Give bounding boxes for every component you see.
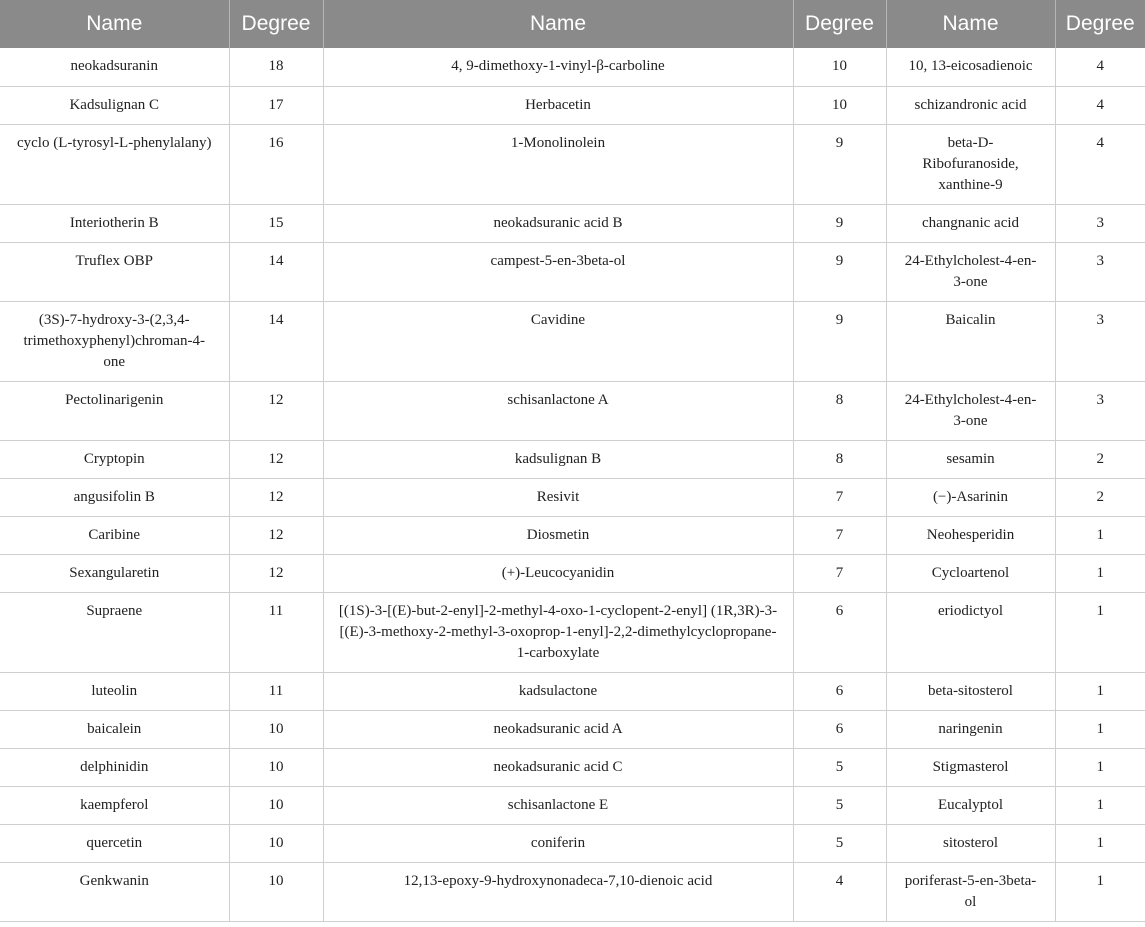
table-row (0, 124, 1145, 204)
cell-name-1: angusifolin B (0, 478, 229, 516)
cell-name-1: cyclo (L-tyrosyl-L-phenylalany) (0, 124, 229, 204)
column-header-degree-2: Degree (793, 0, 886, 48)
cell-degree-2: 6 (793, 592, 886, 672)
cell-degree-3: 1 (1055, 786, 1145, 824)
cell-name-1: Kadsulignan C (0, 86, 229, 124)
cell-degree-1: 14 (229, 301, 323, 381)
cell-degree-3: 3 (1055, 381, 1145, 440)
cell-name-3: sesamin (886, 440, 1055, 478)
table-row (0, 381, 1145, 440)
cell-degree-2: 6 (793, 710, 886, 748)
table-row (0, 786, 1145, 824)
column-header-degree-1: Degree (229, 0, 323, 48)
table-row (0, 672, 1145, 710)
cell-name-2: schisanlactone E (323, 786, 793, 824)
cell-degree-3: 4 (1055, 48, 1145, 86)
cell-degree-2: 9 (793, 242, 886, 301)
cell-degree-1: 12 (229, 554, 323, 592)
cell-degree-2: 5 (793, 748, 886, 786)
table-row (0, 516, 1145, 554)
cell-degree-2: 6 (793, 672, 886, 710)
cell-name-2: (+)-Leucocyanidin (323, 554, 793, 592)
cell-degree-3: 1 (1055, 554, 1145, 592)
cell-name-3: poriferast-5-en-3beta-ol (886, 862, 1055, 921)
cell-degree-3: 1 (1055, 516, 1145, 554)
table-row (0, 478, 1145, 516)
table-row (0, 48, 1145, 86)
cell-name-2: neokadsuranic acid A (323, 710, 793, 748)
cell-degree-2: 9 (793, 301, 886, 381)
table-row (0, 554, 1145, 592)
cell-degree-3: 2 (1055, 478, 1145, 516)
cell-name-1: luteolin (0, 672, 229, 710)
cell-degree-3: 3 (1055, 242, 1145, 301)
cell-name-1: Caribine (0, 516, 229, 554)
cell-name-3: 24-Ethylcholest-4-en-3-one (886, 242, 1055, 301)
cell-name-2: [(1S)-3-[(E)-but-2-enyl]-2-methyl-4-oxo-1-cyclopent-2-enyl] (1R,3R)-3-[(E)-3-methoxy-2-methyl-3-oxoprop-1-enyl]-2,2-dimethylcyclopropane-1-carboxylate (323, 592, 793, 672)
table-row (0, 592, 1145, 672)
cell-degree-1: 14 (229, 242, 323, 301)
header-row (0, 0, 1145, 48)
table-body (0, 48, 1145, 921)
table-row (0, 710, 1145, 748)
cell-name-2: kadsulignan B (323, 440, 793, 478)
cell-degree-1: 12 (229, 516, 323, 554)
table-header (0, 0, 1145, 48)
column-header-degree-3: Degree (1055, 0, 1145, 48)
cell-degree-1: 18 (229, 48, 323, 86)
cell-degree-2: 7 (793, 516, 886, 554)
cell-name-2: Diosmetin (323, 516, 793, 554)
cell-degree-1: 15 (229, 204, 323, 242)
cell-name-3: Eucalyptol (886, 786, 1055, 824)
cell-name-1: Sexangularetin (0, 554, 229, 592)
cell-name-1: neokadsuranin (0, 48, 229, 86)
cell-degree-1: 16 (229, 124, 323, 204)
cell-degree-2: 8 (793, 440, 886, 478)
cell-degree-1: 11 (229, 672, 323, 710)
cell-name-2: neokadsuranic acid B (323, 204, 793, 242)
cell-degree-1: 10 (229, 710, 323, 748)
cell-degree-1: 10 (229, 748, 323, 786)
cell-name-1: delphinidin (0, 748, 229, 786)
cell-name-3: 10, 13-eicosadienoic (886, 48, 1055, 86)
cell-degree-1: 17 (229, 86, 323, 124)
cell-degree-3: 1 (1055, 824, 1145, 862)
cell-name-3: beta-D-Ribofuranoside, xanthine-9 (886, 124, 1055, 204)
cell-name-2: Cavidine (323, 301, 793, 381)
table-row (0, 204, 1145, 242)
cell-name-3: Stigmasterol (886, 748, 1055, 786)
cell-name-2: coniferin (323, 824, 793, 862)
cell-name-3: naringenin (886, 710, 1055, 748)
cell-degree-2: 4 (793, 862, 886, 921)
cell-name-1: Genkwanin (0, 862, 229, 921)
cell-name-1: Truflex OBP (0, 242, 229, 301)
cell-name-1: quercetin (0, 824, 229, 862)
cell-name-2: neokadsuranic acid C (323, 748, 793, 786)
cell-degree-3: 1 (1055, 592, 1145, 672)
cell-degree-3: 4 (1055, 124, 1145, 204)
cell-name-1: (3S)-7-hydroxy-3-(2,3,4-trimethoxyphenyl)chroman-4-one (0, 301, 229, 381)
cell-degree-3: 2 (1055, 440, 1145, 478)
table-row (0, 748, 1145, 786)
cell-name-2: 12,13-epoxy-9-hydroxynonadeca-7,10-dienoic acid (323, 862, 793, 921)
cell-name-3: changnanic acid (886, 204, 1055, 242)
cell-degree-2: 9 (793, 204, 886, 242)
cell-name-3: 24-Ethylcholest-4-en-3-one (886, 381, 1055, 440)
cell-name-3: (−)-Asarinin (886, 478, 1055, 516)
cell-degree-2: 5 (793, 786, 886, 824)
table-row (0, 301, 1145, 381)
cell-degree-3: 4 (1055, 86, 1145, 124)
cell-degree-1: 10 (229, 786, 323, 824)
cell-degree-2: 10 (793, 48, 886, 86)
cell-name-3: sitosterol (886, 824, 1055, 862)
cell-name-1: kaempferol (0, 786, 229, 824)
cell-degree-2: 8 (793, 381, 886, 440)
table-row (0, 862, 1145, 921)
cell-degree-1: 11 (229, 592, 323, 672)
cell-name-2: 4, 9-dimethoxy-1-vinyl-β-carboline (323, 48, 793, 86)
cell-name-3: eriodictyol (886, 592, 1055, 672)
cell-degree-1: 12 (229, 478, 323, 516)
cell-degree-3: 3 (1055, 301, 1145, 381)
cell-name-1: Supraene (0, 592, 229, 672)
cell-name-1: Cryptopin (0, 440, 229, 478)
cell-degree-3: 1 (1055, 672, 1145, 710)
cell-degree-1: 10 (229, 824, 323, 862)
column-header-name-1: Name (0, 0, 229, 48)
cell-degree-3: 1 (1055, 862, 1145, 921)
cell-name-2: Resivit (323, 478, 793, 516)
cell-name-1: Pectolinarigenin (0, 381, 229, 440)
table-row (0, 86, 1145, 124)
cell-degree-2: 10 (793, 86, 886, 124)
cell-name-2: kadsulactone (323, 672, 793, 710)
cell-name-2: schisanlactone A (323, 381, 793, 440)
cell-degree-1: 12 (229, 440, 323, 478)
cell-name-1: Interiotherin B (0, 204, 229, 242)
cell-name-3: Neohesperidin (886, 516, 1055, 554)
cell-name-3: Cycloartenol (886, 554, 1055, 592)
table-row (0, 242, 1145, 301)
cell-name-2: campest-5-en-3beta-ol (323, 242, 793, 301)
cell-name-3: Baicalin (886, 301, 1055, 381)
column-header-name-3: Name (886, 0, 1055, 48)
column-header-name-2: Name (323, 0, 793, 48)
cell-degree-3: 3 (1055, 204, 1145, 242)
table-row (0, 440, 1145, 478)
cell-degree-2: 7 (793, 554, 886, 592)
cell-name-2: 1-Monolinolein (323, 124, 793, 204)
cell-degree-2: 9 (793, 124, 886, 204)
cell-degree-3: 1 (1055, 710, 1145, 748)
cell-name-3: schizandronic acid (886, 86, 1055, 124)
cell-degree-3: 1 (1055, 748, 1145, 786)
cell-name-2: Herbacetin (323, 86, 793, 124)
cell-degree-1: 10 (229, 862, 323, 921)
cell-degree-1: 12 (229, 381, 323, 440)
cell-degree-2: 7 (793, 478, 886, 516)
cell-name-3: beta-sitosterol (886, 672, 1055, 710)
cell-name-1: baicalein (0, 710, 229, 748)
cell-degree-2: 5 (793, 824, 886, 862)
table-row (0, 824, 1145, 862)
